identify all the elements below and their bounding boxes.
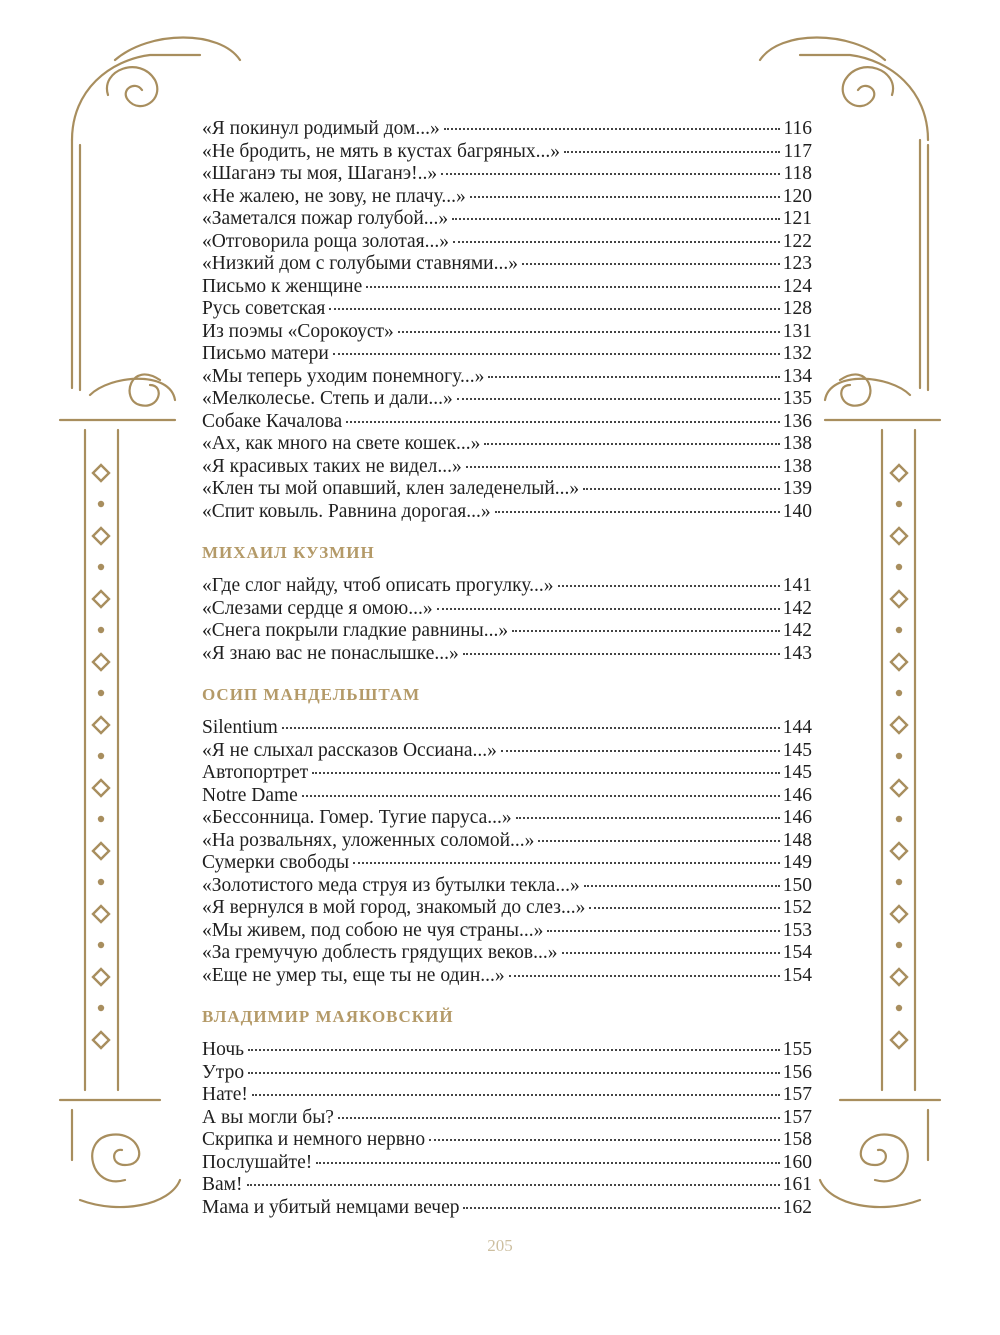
toc-entry[interactable] (202, 785, 812, 808)
dot-ornament-icon (896, 501, 902, 507)
dot-leader (457, 398, 780, 400)
diamond-ornament-icon (93, 906, 109, 922)
entry-page-number: 146 (782, 807, 812, 828)
dot-ornament-icon (98, 690, 104, 696)
toc-entry[interactable] (202, 186, 812, 209)
diamond-ornament-icon (891, 906, 907, 922)
diamond-ornament-icon (93, 969, 109, 985)
entry-page-number: 122 (782, 230, 812, 252)
dot-leader (547, 930, 779, 932)
dot-leader (501, 750, 780, 752)
diamond-ornament-icon (93, 780, 109, 796)
dot-ornament-icon (98, 501, 104, 507)
dot-leader (329, 308, 779, 310)
section-heading: ВЛАДИМИР МАЯКОВСКИЙ (202, 1007, 454, 1026)
dot-leader (466, 466, 780, 468)
dot-leader (484, 443, 779, 445)
dot-ornament-icon (98, 753, 104, 759)
entry-title: Сумерки свободы (202, 852, 350, 873)
toc-entry[interactable] (202, 830, 812, 853)
entry-title: «Мы живем, под собою не чуя страны...» (202, 919, 544, 941)
toc-entry[interactable] (202, 852, 812, 875)
toc-entry[interactable] (202, 501, 812, 524)
entry-title: Послушайте! (202, 1151, 313, 1173)
entry-title: Нате! (202, 1084, 248, 1105)
entry-title: «Я не слыхал рассказов Оссиана...» (202, 739, 497, 761)
entry-title: «За гремучую доблесть грядущих веков...» (202, 942, 558, 963)
diamond-ornament-icon (891, 1032, 907, 1048)
dot-leader (312, 772, 780, 774)
diamond-ornament-icon (93, 843, 109, 859)
dot-ornament-icon (98, 816, 104, 822)
entry-page-number: 153 (782, 919, 812, 941)
dot-ornament-icon (896, 942, 902, 948)
dot-leader (333, 353, 780, 355)
entry-title: «Где слог найду, чтоб описать прогулку...» (202, 575, 554, 596)
toc-entry[interactable] (202, 717, 812, 740)
entry-page-number: 124 (782, 275, 812, 297)
dot-ornament-icon (896, 816, 902, 822)
entry-title: «Заметался пожар голубой...» (202, 208, 449, 229)
entry-page-number: 152 (782, 897, 812, 918)
table-of-contents (202, 118, 812, 1219)
entry-title: Notre Dame (202, 784, 298, 806)
entry-page-number: 117 (783, 140, 812, 162)
dot-leader (247, 1184, 780, 1186)
dot-ornament-icon (896, 564, 902, 570)
entry-title: «Еще не умер ты, еще ты не один...» (202, 964, 505, 986)
toc-entry[interactable] (202, 321, 812, 344)
diamond-ornament-icon (891, 528, 907, 544)
dot-leader (463, 1207, 779, 1209)
entry-title: «Я красивых таких не видел...» (202, 455, 462, 477)
dot-leader (316, 1162, 780, 1164)
toc-entry[interactable] (202, 643, 812, 666)
dot-leader (453, 241, 780, 243)
entry-title: «Клен ты мой опавший, клен заледенелый...» (202, 478, 580, 499)
entry-title: А вы могли бы? (202, 1106, 334, 1128)
entry-title: Скрипка и немного нервно (202, 1129, 426, 1150)
toc-entry[interactable] (202, 762, 812, 785)
entry-page-number: 145 (782, 739, 812, 761)
entry-title: «На розвальнях, уложенных соломой...» (202, 829, 535, 851)
entry-page-number: 131 (782, 320, 812, 342)
entry-page-number: 118 (783, 163, 812, 184)
entry-title: «Слезами сердце я омою...» (202, 597, 433, 619)
entry-page-number: 135 (782, 388, 812, 409)
entry-page-number: 136 (782, 410, 812, 432)
entry-title: «Снега покрыли гладкие равнины...» (202, 620, 509, 641)
entry-page-number: 162 (782, 1196, 812, 1218)
toc-entry[interactable] (202, 620, 812, 643)
diamond-ornament-icon (891, 843, 907, 859)
entry-title: Письмо к женщине (202, 275, 363, 297)
dot-ornament-icon (98, 564, 104, 570)
entry-page-number: 138 (782, 433, 812, 454)
entry-page-number: 146 (782, 784, 812, 806)
dot-leader (452, 218, 780, 220)
diamond-ornament-icon (93, 528, 109, 544)
dot-leader (584, 885, 780, 887)
toc-entry[interactable] (202, 965, 812, 988)
entry-title: Мама и убитый немцами вечер (202, 1196, 460, 1218)
dot-leader (562, 952, 780, 954)
entry-title: «Мелколесье. Степь и дали...» (202, 388, 453, 409)
toc-entry[interactable] (202, 388, 812, 411)
entry-title: Собаке Качалова (202, 410, 343, 432)
entry-title: Утро (202, 1061, 245, 1083)
dot-leader (338, 1117, 780, 1119)
entry-page-number: 141 (782, 575, 812, 596)
entry-title: Вам! (202, 1174, 243, 1195)
toc-entry[interactable] (202, 740, 812, 763)
dot-ornament-icon (98, 627, 104, 633)
entry-title: Русь советская (202, 298, 326, 319)
entry-page-number: 138 (782, 455, 812, 477)
dot-leader (583, 488, 780, 490)
dot-leader (495, 511, 780, 513)
page-number: 205 (487, 1236, 513, 1255)
entry-page-number: 139 (782, 478, 812, 499)
entry-page-number: 144 (782, 717, 812, 738)
toc-entry[interactable] (202, 366, 812, 389)
dot-ornament-icon (896, 753, 902, 759)
entry-title: «Ах, как много на свете кошек...» (202, 433, 481, 454)
dot-leader (353, 862, 780, 864)
toc-entry[interactable] (202, 433, 812, 456)
diamond-ornament-icon (93, 654, 109, 670)
toc-entry[interactable] (202, 411, 812, 434)
toc-entry[interactable] (202, 298, 812, 321)
toc-entry[interactable] (202, 897, 812, 920)
entry-page-number: 150 (782, 874, 812, 896)
entry-page-number: 154 (782, 964, 812, 986)
toc-entry[interactable] (202, 598, 812, 621)
diamond-ornament-icon (891, 969, 907, 985)
toc-entry[interactable] (202, 1107, 812, 1130)
toc-entry[interactable] (202, 1174, 812, 1197)
dot-leader (282, 727, 780, 729)
entry-title: Из поэмы «Сорокоуст» (202, 320, 394, 342)
dot-leader (398, 331, 780, 333)
entry-title: Silentium (202, 717, 278, 738)
dot-leader (248, 1072, 780, 1074)
dot-leader (522, 263, 780, 265)
entry-page-number: 123 (782, 253, 812, 274)
entry-title: «Золотистого меда струя из бутылки текла...» (202, 874, 580, 896)
entry-page-number: 121 (782, 208, 812, 229)
entry-page-number: 120 (782, 185, 812, 207)
diamond-ornament-icon (93, 1032, 109, 1048)
dot-ornament-icon (896, 1005, 902, 1011)
toc-entry[interactable] (202, 118, 812, 141)
dot-ornament-icon (98, 942, 104, 948)
right-bead-chain (891, 465, 907, 1048)
entry-page-number: 143 (782, 642, 812, 664)
diamond-ornament-icon (93, 591, 109, 607)
dot-leader (441, 173, 780, 175)
toc-entry[interactable] (202, 231, 812, 254)
entry-title: «Низкий дом с голубыми ставнями...» (202, 253, 518, 274)
dot-leader (488, 376, 779, 378)
entry-page-number: 157 (782, 1084, 812, 1105)
dot-leader (302, 795, 780, 797)
toc-entry[interactable] (202, 208, 812, 231)
diamond-ornament-icon (93, 717, 109, 733)
entry-title: «Я вернулся в мой город, знакомый до слез...» (202, 897, 586, 918)
entry-title: Письмо матери (202, 343, 329, 364)
entry-page-number: 161 (782, 1174, 812, 1195)
toc-entry[interactable] (202, 253, 812, 276)
diamond-ornament-icon (93, 465, 109, 481)
entry-title: «Шаганэ ты моя, Шаганэ!..» (202, 163, 438, 184)
section-heading: ОСИП МАНДЕЛЬШТАМ (202, 685, 421, 704)
diamond-ornament-icon (891, 654, 907, 670)
entry-title: «Я покинул родимый дом...» (202, 118, 440, 139)
entry-title: «Отговорила роща золотая...» (202, 230, 449, 252)
entry-title: «Не бродить, не мять в кустах багряных...» (202, 140, 560, 162)
diamond-ornament-icon (891, 591, 907, 607)
entry-title: «Бессонница. Гомер. Тугие паруса...» (202, 807, 512, 828)
toc-entry[interactable] (202, 1084, 812, 1107)
diamond-ornament-icon (891, 780, 907, 796)
dot-leader (463, 653, 780, 655)
dot-ornament-icon (896, 879, 902, 885)
entry-page-number: 116 (783, 118, 812, 139)
toc-entry[interactable] (202, 163, 812, 186)
toc-entry[interactable] (202, 1062, 812, 1085)
entry-title: Автопортрет (202, 762, 309, 783)
diamond-ornament-icon (891, 465, 907, 481)
entry-page-number: 148 (782, 829, 812, 851)
entry-page-number: 149 (782, 852, 812, 873)
entry-title: «Не жалею, не зову, не плачу...» (202, 185, 466, 207)
entry-page-number: 158 (782, 1129, 812, 1150)
toc-entry[interactable] (202, 1152, 812, 1175)
toc-entry[interactable] (202, 478, 812, 501)
dot-leader (429, 1139, 780, 1141)
dot-leader (366, 286, 780, 288)
dot-leader (538, 840, 779, 842)
entry-page-number: 160 (782, 1151, 812, 1173)
toc-entry[interactable] (202, 1197, 812, 1220)
dot-ornament-icon (98, 879, 104, 885)
dot-leader (589, 907, 779, 909)
toc-entry[interactable] (202, 875, 812, 898)
entry-title: «Мы теперь уходим понемногу...» (202, 365, 485, 387)
dot-ornament-icon (896, 690, 902, 696)
dot-ornament-icon (896, 627, 902, 633)
toc-entry[interactable] (202, 1039, 812, 1062)
dot-leader (444, 128, 781, 130)
toc-entry[interactable] (202, 920, 812, 943)
entry-page-number: 142 (782, 597, 812, 619)
toc-entry[interactable] (202, 456, 812, 479)
entry-page-number: 154 (782, 942, 812, 963)
toc-entry[interactable] (202, 575, 812, 598)
toc-entry[interactable] (202, 942, 812, 965)
diamond-ornament-icon (891, 717, 907, 733)
dot-leader (248, 1049, 780, 1051)
section-heading: МИХАИЛ КУЗМИН (202, 543, 375, 562)
dot-leader (564, 151, 780, 153)
toc-entry[interactable] (202, 343, 812, 366)
dot-leader (346, 421, 780, 423)
entry-page-number: 155 (782, 1039, 812, 1060)
entry-title: «Я знаю вас не понаслышке...» (202, 642, 459, 664)
left-bead-chain (93, 465, 109, 1048)
entry-page-number: 134 (782, 365, 812, 387)
entry-page-number: 140 (782, 500, 812, 522)
entry-page-number: 157 (782, 1106, 812, 1128)
entry-title: «Спит ковыль. Равнина дорогая...» (202, 500, 491, 522)
entry-page-number: 145 (782, 762, 812, 783)
entry-page-number: 156 (782, 1061, 812, 1083)
entry-page-number: 128 (782, 298, 812, 319)
dot-leader (252, 1094, 780, 1096)
entry-page-number: 142 (782, 620, 812, 641)
toc-entry[interactable] (202, 807, 812, 830)
dot-leader (437, 608, 780, 610)
dot-leader (512, 630, 780, 632)
dot-ornament-icon (98, 1005, 104, 1011)
dot-leader (516, 817, 780, 819)
dot-leader (470, 196, 780, 198)
dot-leader (558, 585, 780, 587)
entry-page-number: 132 (782, 343, 812, 364)
toc-entry[interactable] (202, 1129, 812, 1152)
entry-title: Ночь (202, 1039, 245, 1060)
toc-entry[interactable] (202, 141, 812, 164)
toc-entry[interactable] (202, 276, 812, 299)
dot-leader (509, 975, 780, 977)
